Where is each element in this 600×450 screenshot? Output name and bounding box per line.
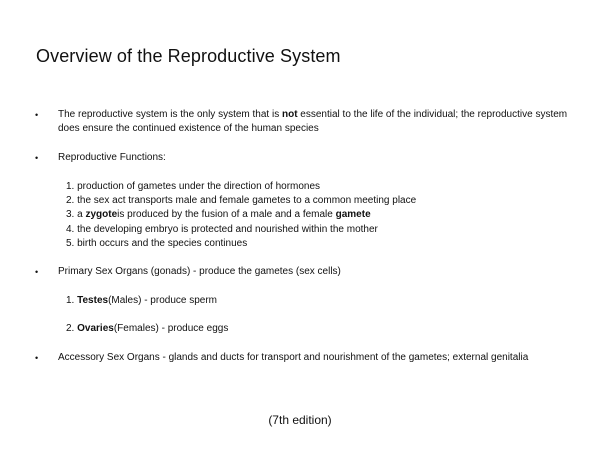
organ-rest: (Females) - produce eggs bbox=[113, 323, 229, 334]
organ-name-bold: Ovaries bbox=[77, 323, 114, 334]
organ-num: 2. bbox=[66, 323, 78, 334]
organ-name-bold: Testes bbox=[77, 295, 109, 306]
organ-item-testes bbox=[66, 294, 217, 308]
edition-footer: (7th edition) bbox=[268, 413, 332, 427]
bullet-text: Primary Sex Organs (gonads) - produce the gametes (sex cells) bbox=[58, 266, 341, 277]
slide-title: Overview of the Reproductive System bbox=[36, 46, 341, 66]
bullet-reproductive-functions bbox=[58, 151, 578, 165]
function-item-5 bbox=[66, 237, 247, 251]
bullet-nonessential-system bbox=[58, 108, 578, 136]
function-item-4 bbox=[66, 223, 378, 237]
function-prefix: 3. a bbox=[66, 209, 86, 220]
function-gamete-bold: gamete bbox=[335, 209, 371, 220]
function-item-1 bbox=[66, 180, 320, 194]
function-text: 5. birth occurs and the species continues bbox=[66, 238, 248, 249]
bullet-text-part1: The reproductive system is the only system that is bbox=[58, 109, 282, 120]
organ-rest: (Males) - produce sperm bbox=[108, 295, 217, 306]
bullet-accessory-sex-organs bbox=[58, 351, 578, 365]
bullet-text-part2: essential to the life of the individual; the reproductive system does ensure the continued existence of the human species bbox=[58, 109, 568, 134]
function-text: 2. the sex act transports male and female gametes to a common meeting place bbox=[66, 195, 417, 206]
bullet-text: Accessory Sex Organs - glands and ducts for transport and nourishment of the gametes; external genitalia bbox=[58, 352, 529, 363]
bullet-text-not-bold: not bbox=[281, 109, 298, 120]
bullet-primary-sex-organs bbox=[58, 265, 578, 279]
bullet-text: Reproductive Functions: bbox=[58, 152, 166, 163]
function-item-3 bbox=[66, 208, 371, 222]
organ-item-ovaries bbox=[66, 322, 228, 336]
function-text: 1. production of gametes under the direction of hormones bbox=[66, 181, 321, 192]
function-mid: is produced by the fusion of a male and a female bbox=[117, 209, 336, 220]
organ-num: 1. bbox=[66, 295, 78, 306]
function-item-2 bbox=[66, 194, 416, 208]
function-text: 4. the developing embryo is protected and nourished within the mother bbox=[66, 224, 378, 235]
function-zygote-bold: zygote bbox=[85, 209, 118, 220]
